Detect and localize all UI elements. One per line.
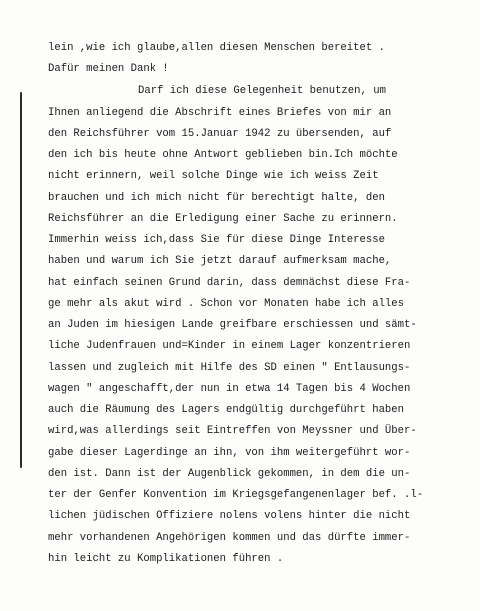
text-line: Dafür meinen Dank ! <box>48 63 169 75</box>
text-line: auch die Räumung des Lagers endgültig durchgeführt haben <box>48 404 405 416</box>
text-line: den ist. Dann ist der Augenblick gekommen, in dem die un- <box>48 468 411 480</box>
text-line: mehr vorhandenen Angehörigen kommen und das dürfte immer- <box>48 532 411 544</box>
text-line: liche Judenfrauen und=Kinder in einem Lager konzentrieren <box>48 340 411 352</box>
text-line: Ihnen anliegend die Abschrift eines Briefes von mir an <box>48 107 392 119</box>
text-line: den Reichsführer vom 15.Januar 1942 zu übersenden, auf <box>48 128 392 140</box>
text-line: lichen jüdischen Offiziere nolens volens hinter die nicht <box>48 510 411 522</box>
text-line: wagen " angeschafft,der nun in etwa 14 Tagen bis 4 Wochen <box>48 383 411 395</box>
text-line: brauchen und ich mich nicht für berechtigt halte, den <box>48 192 385 204</box>
text-line: nicht erinnern, weil solche Dinge wie ich weiss Zeit <box>48 170 379 182</box>
text-line: hat einfach seinen Grund darin, dass demnächst diese Fra- <box>48 277 411 289</box>
text-line: Immerhin weiss ich,dass Sie für diese Dinge Interesse <box>48 234 385 246</box>
text-line: lein ,wie ich glaube,allen diesen Menschen bereitet . <box>48 42 385 54</box>
text-line: haben und warum ich Sie jetzt darauf aufmerksam mache, <box>48 255 392 267</box>
text-line: hin leicht zu Komplikationen führen . <box>48 553 284 565</box>
text-line: den ich bis heute ohne Antwort geblieben bin.Ich möchte <box>48 149 398 161</box>
text-line: lassen und zugleich mit Hilfe des SD einen " Entlausungs- <box>48 362 411 374</box>
text-line: an Juden im hiesigen Lande greifbare erschiessen und sämt- <box>48 319 417 331</box>
text-line: ge mehr als akut wird . Schon vor Monaten habe ich alles <box>48 298 405 310</box>
text-line: ter der Genfer Konvention im Kriegsgefangenenlager bef. .l- <box>48 489 424 501</box>
margin-pen-line <box>20 92 22 468</box>
text-line: Reichsführer an die Erledigung einer Sache zu erinnern. <box>48 213 398 225</box>
text-line: wird,was allerdings seit Eintreffen von Meyssner und Über- <box>48 425 417 437</box>
text-line: Darf ich diese Gelegenheit benutzen, um <box>138 85 386 97</box>
text-line: gabe dieser Lagerdinge an ihn, von ihm weitergeführt wor- <box>48 447 411 459</box>
